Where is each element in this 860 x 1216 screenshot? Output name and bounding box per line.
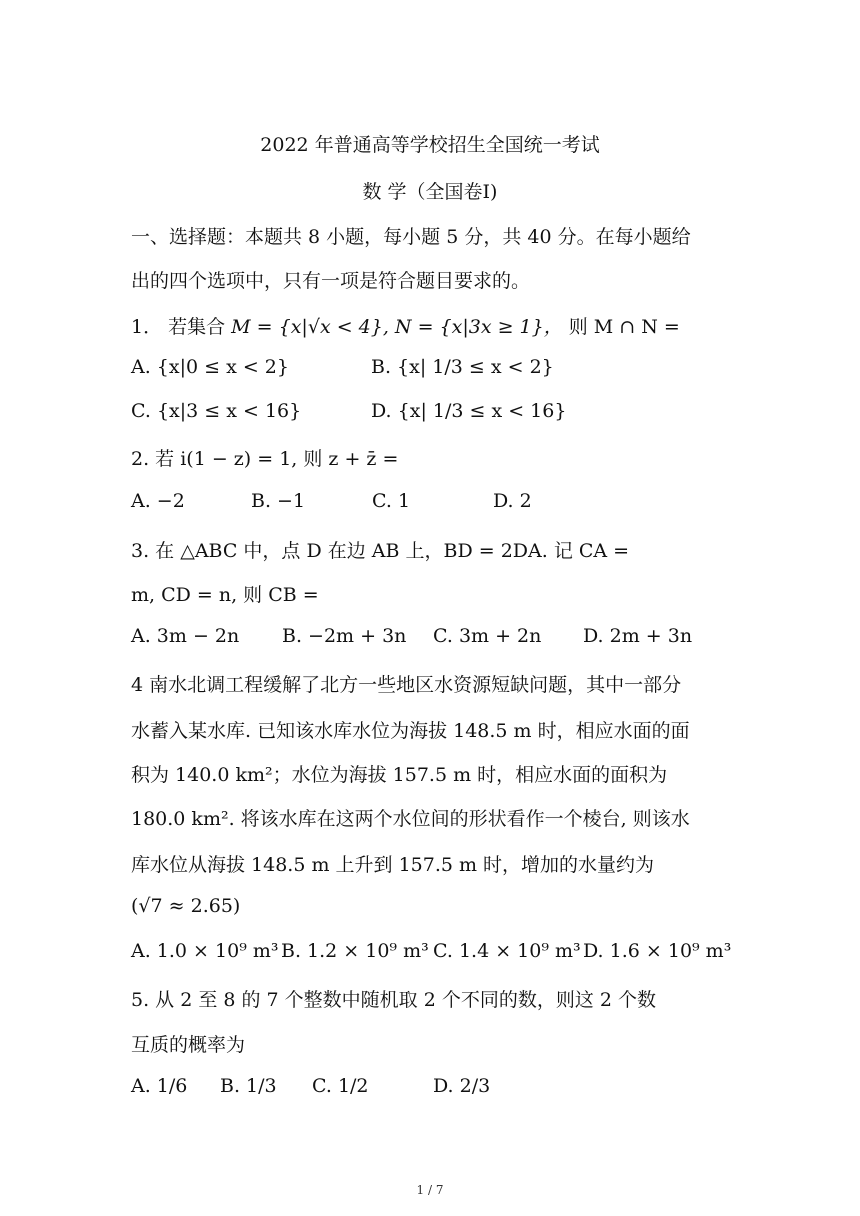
q1-option-d: D. {x| 1/3 ≤ x < 16} <box>371 400 567 422</box>
q3-option-b: B. −2m + 3n <box>282 625 407 647</box>
q3-stem-line2: m, CD = n, 则 CB = <box>131 584 319 606</box>
q5-option-b: B. 1/3 <box>220 1075 277 1097</box>
q4-stem-line2: 水蓄入某水库. 已知该水库水位为海拔 148.5 m 时，相应水面的面 <box>131 720 690 742</box>
q3-stem-line1: 3. 在 △ABC 中，点 D 在边 AB 上，BD = 2DA. 记 CA = <box>131 540 630 562</box>
q5-stem-line1: 5. 从 2 至 8 的 7 个整数中随机取 2 个不同的数，则这 2 个数 <box>131 989 657 1011</box>
q4-option-d: D. 1.6 × 10⁹ m³ <box>583 940 732 962</box>
q5-option-d: D. 2/3 <box>433 1075 491 1097</box>
section-instructions-line2: 出的四个选项中，只有一项是符合题目要求的。 <box>131 270 531 292</box>
q1-stem-prefix: 1． 若集合 <box>131 316 232 338</box>
q2-option-c: C. 1 <box>372 490 411 512</box>
q5-stem-line2: 互质的概率为 <box>131 1034 246 1056</box>
q3-option-c: C. 3m + 2n <box>433 625 542 647</box>
q4-stem-line5: 库水位从海拔 148.5 m 上升到 157.5 m 时，增加的水量约为 <box>131 854 655 876</box>
q4-option-b: B. 1.2 × 10⁹ m³ <box>281 940 429 962</box>
q3-option-a: A. 3m − 2n <box>131 625 240 647</box>
q1-option-c: C. {x|3 ≤ x < 16} <box>131 400 302 422</box>
q1-stem-math: M = {x|√x < 4}, N = {x|3x ≥ 1}， <box>231 316 563 338</box>
q2-option-b: B. −1 <box>251 490 306 512</box>
section-instructions-line1: 一、选择题：本题共 8 小题，每小题 5 分，共 40 分。在每小题给 <box>131 226 691 248</box>
exam-title: 2022 年普通高等学校招生全国统一考试 <box>260 134 600 156</box>
q4-stem-line3: 积为 140.0 km²；水位为海拔 157.5 m 时，相应水面的面积为 <box>131 764 668 786</box>
q4-option-c: C. 1.4 × 10⁹ m³ <box>433 940 581 962</box>
q4-stem-line1: 4 南水北调工程缓解了北方一些地区水资源短缺问题，其中一部分 <box>131 674 682 696</box>
q2-option-a: A. −2 <box>131 490 185 512</box>
q1-option-b: B. {x| 1/3 ≤ x < 2} <box>371 356 554 378</box>
exam-subtitle: 数 学（全国卷Ⅰ) <box>362 181 498 203</box>
q3-option-d: D. 2m + 3n <box>583 625 693 647</box>
q1-stem <box>131 312 680 339</box>
q2-option-d: D. 2 <box>493 490 532 512</box>
q5-option-c: C. 1/2 <box>312 1075 369 1097</box>
q2-stem: 2. 若 i(1 − z) = 1, 则 z + z̄ = <box>131 448 399 470</box>
q1-stem-suffix: 则 M ∩ N = <box>562 316 680 338</box>
q4-stem-line4: 180.0 km². 将该水库在这两个水位间的形状看作一个棱台, 则该水 <box>131 808 690 830</box>
q1-option-a: A. {x|0 ≤ x < 2} <box>131 356 289 378</box>
q5-option-a: A. 1/6 <box>131 1075 188 1097</box>
q4-option-a: A. 1.0 × 10⁹ m³ <box>131 940 279 962</box>
page-number: 1 / 7 <box>416 1183 444 1197</box>
q4-stem-line6: (√7 ≈ 2.65) <box>131 895 241 917</box>
